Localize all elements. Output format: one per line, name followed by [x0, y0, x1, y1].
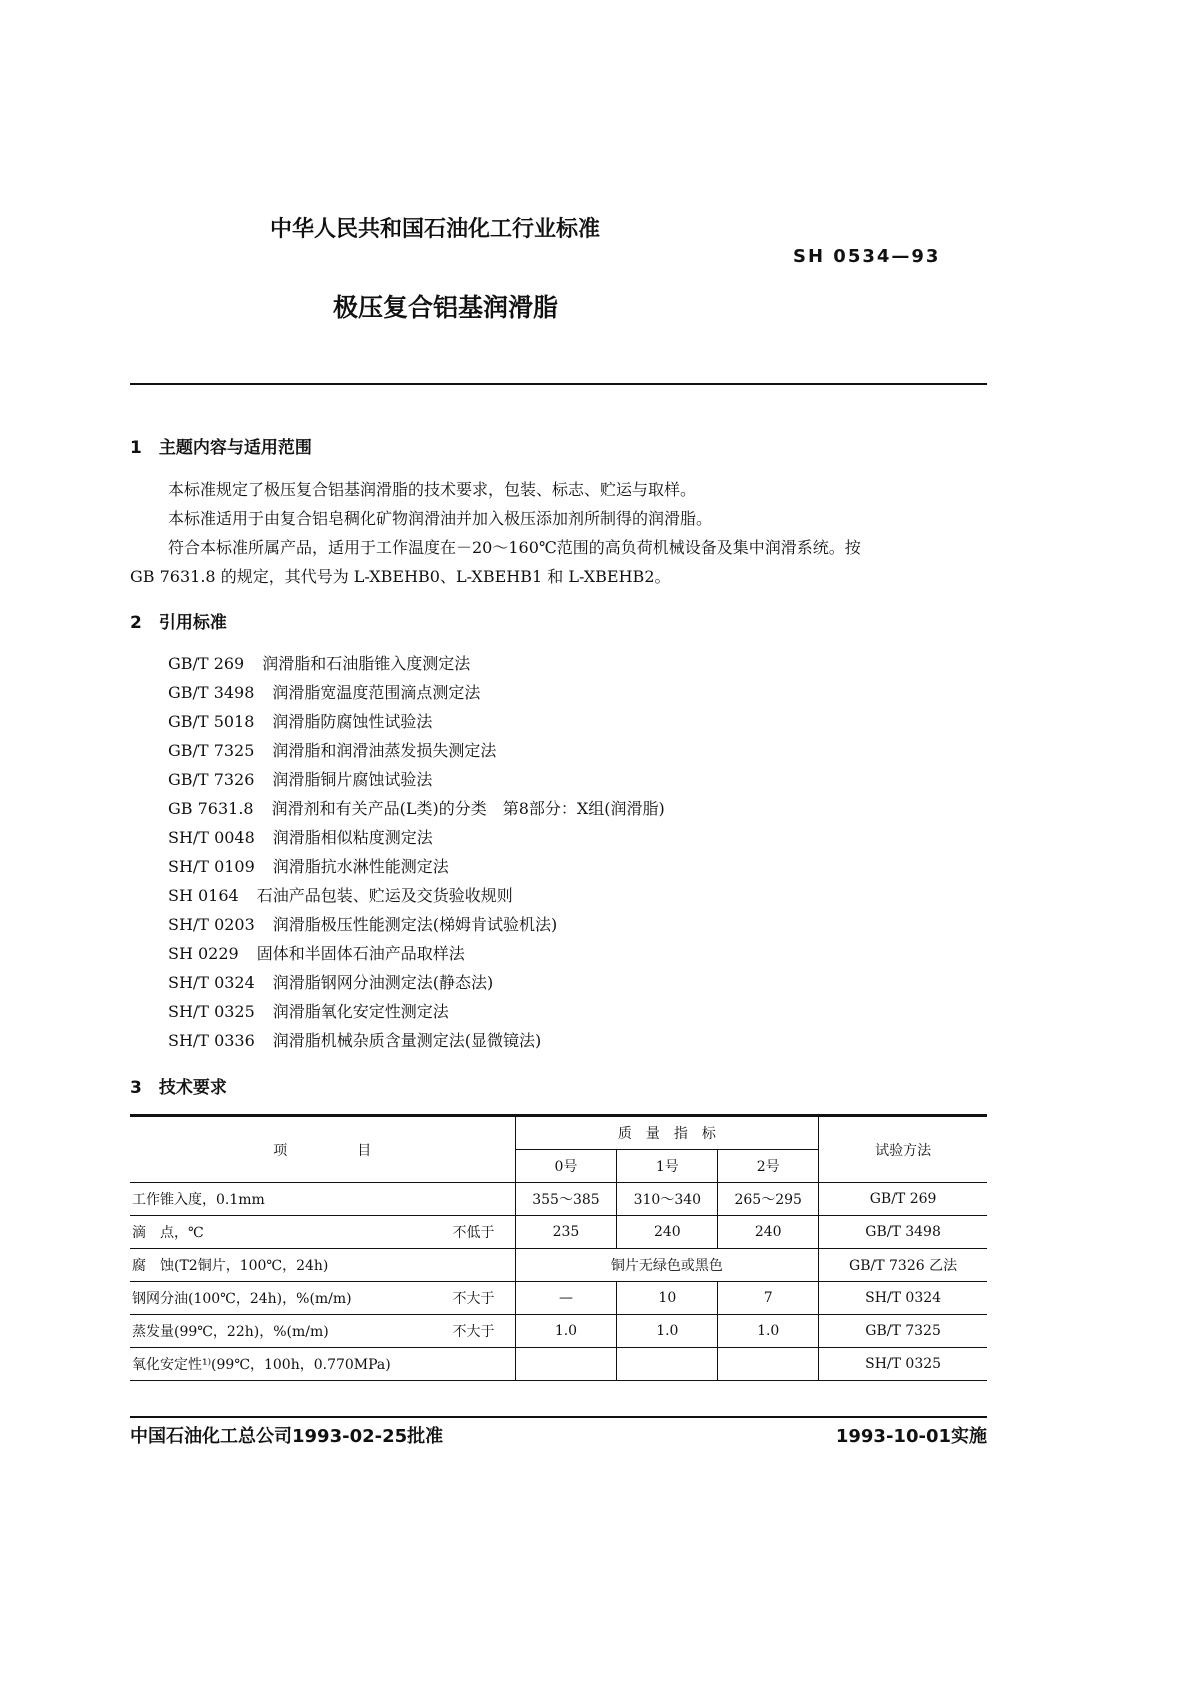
- reference-code: SH/T 0109: [168, 857, 255, 876]
- method-cell: GB/T 269: [819, 1183, 987, 1216]
- item-cell: [130, 1249, 515, 1282]
- reference-title: 润滑脂机械杂质含量测定法(显微镜法): [272, 1031, 542, 1050]
- effective-text: 1993-10-01实施: [835, 1426, 987, 1447]
- merged-value: 铜片无绿色或黑色: [515, 1249, 819, 1282]
- grade-value: 10: [617, 1282, 718, 1315]
- reference-title: 润滑脂铜片腐蚀试验法: [272, 770, 433, 789]
- table-row: [130, 1216, 987, 1249]
- reference-item: [168, 912, 557, 935]
- reference-code: GB/T 7325: [168, 741, 255, 760]
- grade-value: 1.0: [617, 1315, 718, 1348]
- item-cell: [130, 1216, 515, 1249]
- sec1-heading: 1 主题内容与适用范围: [130, 438, 312, 458]
- std-number: SH 0534—93: [793, 246, 941, 267]
- reference-title: 润滑脂相似粘度测定法: [272, 828, 433, 847]
- reference-item: [168, 709, 432, 732]
- item-name: 腐 蚀(T2铜片，100℃，24h): [132, 1258, 329, 1274]
- item-cell: [130, 1183, 515, 1216]
- reference-item: [168, 1028, 541, 1051]
- reference-code: GB/T 7326: [168, 770, 255, 789]
- reference-item: [168, 796, 665, 819]
- table-row: [130, 1183, 987, 1216]
- reference-title: 润滑脂和润滑油蒸发损失测定法: [272, 741, 497, 760]
- limit-label: 不大于: [452, 1291, 495, 1307]
- grade-value: [515, 1348, 617, 1381]
- reference-code: SH/T 0048: [168, 828, 255, 847]
- header-item: 项 目: [130, 1117, 515, 1183]
- method-cell: GB/T 7325: [819, 1315, 987, 1348]
- grade-value: 1.0: [718, 1315, 819, 1348]
- reference-item: [168, 767, 432, 790]
- item-name: 工作锥入度，0.1mm: [132, 1192, 265, 1208]
- grade-value: —: [515, 1282, 617, 1315]
- reference-item: [168, 941, 465, 964]
- approval-text: 中国石油化工总公司1993-02-25批准: [130, 1426, 444, 1447]
- reference-title: 润滑脂氧化安定性测定法: [272, 1002, 449, 1021]
- doc-title: 极压复合铝基润滑脂: [333, 293, 559, 322]
- reference-code: SH/T 0324: [168, 973, 255, 992]
- reference-code: SH 0229: [168, 944, 239, 963]
- reference-title: 固体和半固体石油产品取样法: [256, 944, 465, 963]
- reference-title: 润滑脂极压性能测定法(梯姆肯试验机法): [272, 915, 558, 934]
- header-rule: [130, 383, 987, 385]
- item-name: 氧化安定性¹⁾(99℃，100h，0.770MPa): [132, 1357, 391, 1373]
- reference-title: 润滑脂抗水淋性能测定法: [272, 857, 449, 876]
- header-method: 试验方法: [819, 1117, 987, 1183]
- grade-value: 265～295: [718, 1183, 819, 1216]
- method-cell: GB/T 3498: [819, 1216, 987, 1249]
- reference-title: 石油产品包装、贮运及交货验收规则: [256, 886, 513, 905]
- reference-code: GB/T 269: [168, 654, 245, 673]
- grade-value: 310～340: [617, 1183, 718, 1216]
- reference-title: 润滑剂和有关产品(L类)的分类 第8部分：X组(润滑脂): [271, 799, 665, 818]
- item-cell: [130, 1315, 515, 1348]
- sec1-p2: 本标准适用于由复合铝皂稠化矿物润滑油并加入极压添加剂所制得的润滑脂。: [168, 509, 713, 528]
- reference-title: 润滑脂宽温度范围滴点测定法: [272, 683, 481, 702]
- sec2-heading: 2 引用标准: [130, 613, 227, 633]
- item-name: 滴 点，℃: [132, 1225, 204, 1241]
- header-grade: 0号: [515, 1150, 617, 1183]
- grade-value: 240: [617, 1216, 718, 1249]
- item-name: 钢网分油(100℃，24h)，%(m/m): [132, 1291, 352, 1307]
- reference-title: 润滑脂和石油脂锥入度测定法: [262, 654, 471, 673]
- reference-code: SH 0164: [168, 886, 239, 905]
- reference-item: [168, 970, 493, 993]
- item-name: 蒸发量(99℃，22h)，%(m/m): [132, 1324, 329, 1340]
- reference-code: SH/T 0203: [168, 915, 255, 934]
- reference-item: [168, 854, 449, 877]
- grade-value: [617, 1348, 718, 1381]
- reference-code: GB/T 5018: [168, 712, 255, 731]
- org-title: 中华人民共和国石油化工行业标准: [270, 217, 601, 242]
- grade-value: 1.0: [515, 1315, 617, 1348]
- sec1-p3a: 符合本标准所属产品，适用于工作温度在－20～160℃范围的高负荷机械设备及集中润滑系统。按: [168, 538, 861, 557]
- header-quality: 质 量 指 标: [515, 1117, 819, 1150]
- header-grade: 2号: [718, 1150, 819, 1183]
- table-row: [130, 1249, 987, 1282]
- grade-value: 7: [718, 1282, 819, 1315]
- table-row: [130, 1315, 987, 1348]
- method-cell: GB/T 7326 乙法: [819, 1249, 987, 1282]
- reference-code: SH/T 0325: [168, 1002, 255, 1021]
- header-grade: 1号: [617, 1150, 718, 1183]
- footer-rule: [130, 1416, 987, 1418]
- reference-item: [168, 883, 513, 906]
- reference-code: GB 7631.8: [168, 799, 254, 818]
- item-cell: [130, 1348, 515, 1381]
- reference-item: [168, 999, 449, 1022]
- reference-item: [168, 738, 496, 761]
- table-row: [130, 1348, 987, 1381]
- reference-item: [168, 825, 433, 848]
- grade-value: 355～385: [515, 1183, 617, 1216]
- reference-item: [168, 680, 480, 703]
- grade-value: 235: [515, 1216, 617, 1249]
- reference-title: 润滑脂钢网分油测定法(静态法): [272, 973, 494, 992]
- sec1-p1: 本标准规定了极压复合铝基润滑脂的技术要求，包装、标志、贮运与取样。: [168, 480, 697, 499]
- limit-label: 不大于: [452, 1324, 495, 1340]
- grade-value: 240: [718, 1216, 819, 1249]
- item-cell: [130, 1282, 515, 1315]
- reference-title: 润滑脂防腐蚀性试验法: [272, 712, 433, 731]
- method-cell: SH/T 0325: [819, 1348, 987, 1381]
- reference-code: GB/T 3498: [168, 683, 255, 702]
- sec3-heading: 3 技术要求: [130, 1078, 227, 1098]
- reference-code: SH/T 0336: [168, 1031, 255, 1050]
- sec1-p3b: GB 7631.8 的规定，其代号为 L-XBEHB0、L-XBEHB1 和 L-XBEHB2。: [130, 567, 671, 586]
- limit-label: 不低于: [452, 1225, 495, 1241]
- reference-item: [168, 651, 470, 674]
- requirements-table: [130, 1116, 987, 1381]
- method-cell: SH/T 0324: [819, 1282, 987, 1315]
- grade-value: [718, 1348, 819, 1381]
- table-row: [130, 1282, 987, 1315]
